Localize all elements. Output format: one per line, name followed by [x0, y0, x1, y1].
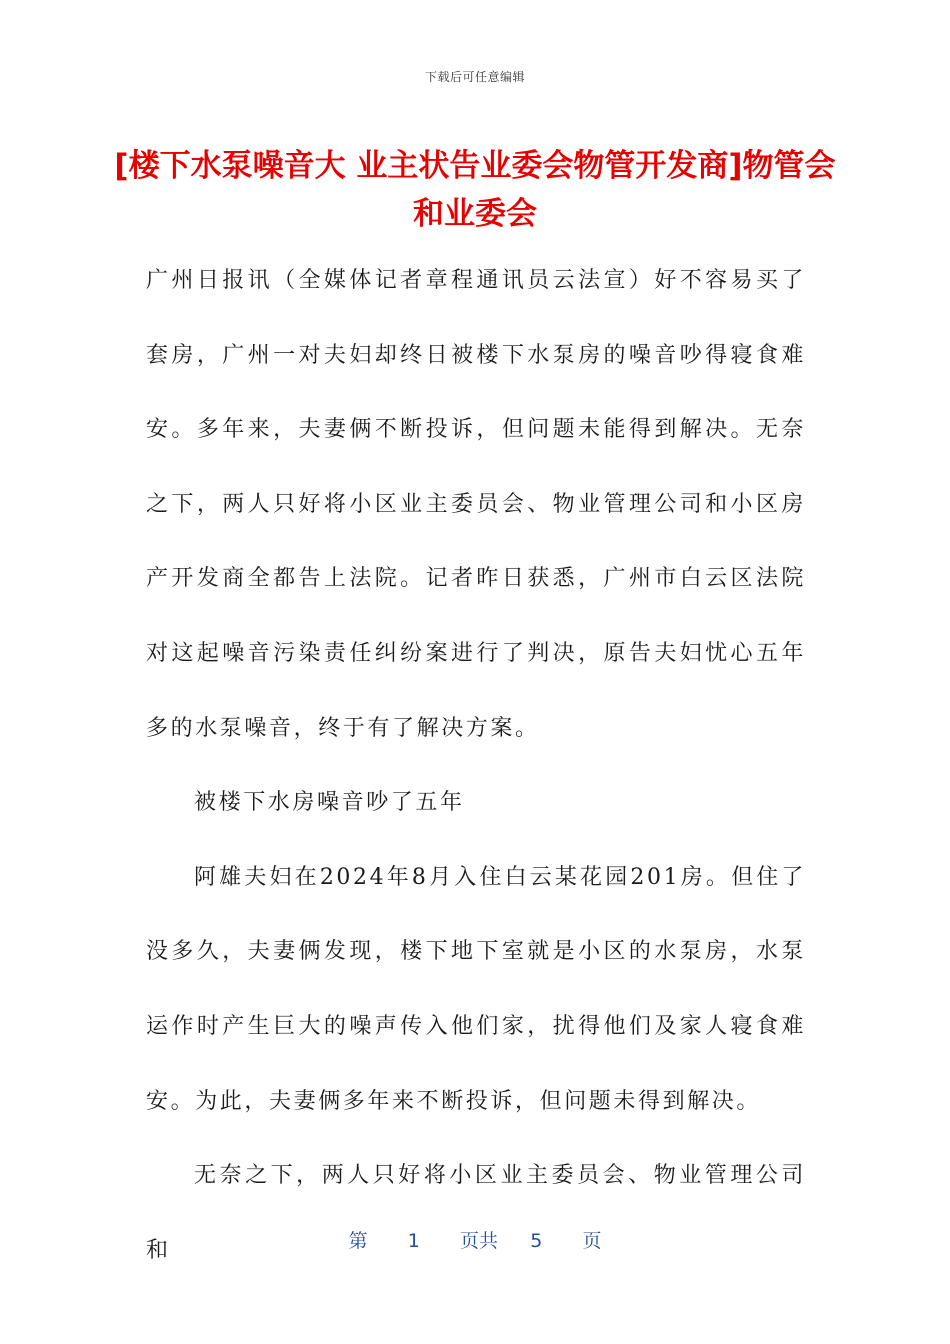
footer-prefix: 第 — [348, 1230, 368, 1252]
article-body — [146, 244, 806, 1288]
document-title: [楼下水泵噪音大 业主状告业委会物管开发商]物管会和业委会 — [114, 148, 836, 232]
paragraph-body-continued: 无奈之下，两人只好将小区业主委员会、物业管理公司和 — [146, 1163, 806, 1263]
paragraph-subheading: 被楼下水房噪音吵了五年 — [194, 790, 465, 816]
paragraph-body: 阿雄夫妇在2024年8月入住白云某花园201房。但住了没多久，夫妻俩发现，楼下地下室就是小区的水泵房，水泵运作时产生巨大的噪声传入他们家，扰得他们及家人寝食难安。为此，夫妻俩多年来不断投诉，但问题未得到解决。 — [146, 864, 806, 1114]
paragraph-lead: 广州日报讯（全媒体记者章程通讯员云法宣）好不容易买了套房，广州一对夫妇却终日被楼下水泵房的噪音吵得寝食难安。多年来，夫妻俩不断投诉，但问题未能得到解决。无奈之下，两人只好将小区业主委员会、物业管理公司和小区房产开发商全都告上法院。记者昨日获悉，广州市白云区法院对这起噪音污染责任纠纷案进行了判决，原告夫妇忧心五年多的水泵噪音，终于有了解决方案。 — [146, 268, 806, 741]
footer-suffix: 页 — [582, 1230, 602, 1252]
header-note: 下载后可任意编辑 — [424, 70, 525, 84]
footer-page-number: 1 — [407, 1230, 420, 1252]
page-footer — [0, 1226, 950, 1253]
footer-total-pages: 5 — [530, 1230, 543, 1252]
footer-middle: 页共 — [460, 1230, 499, 1252]
